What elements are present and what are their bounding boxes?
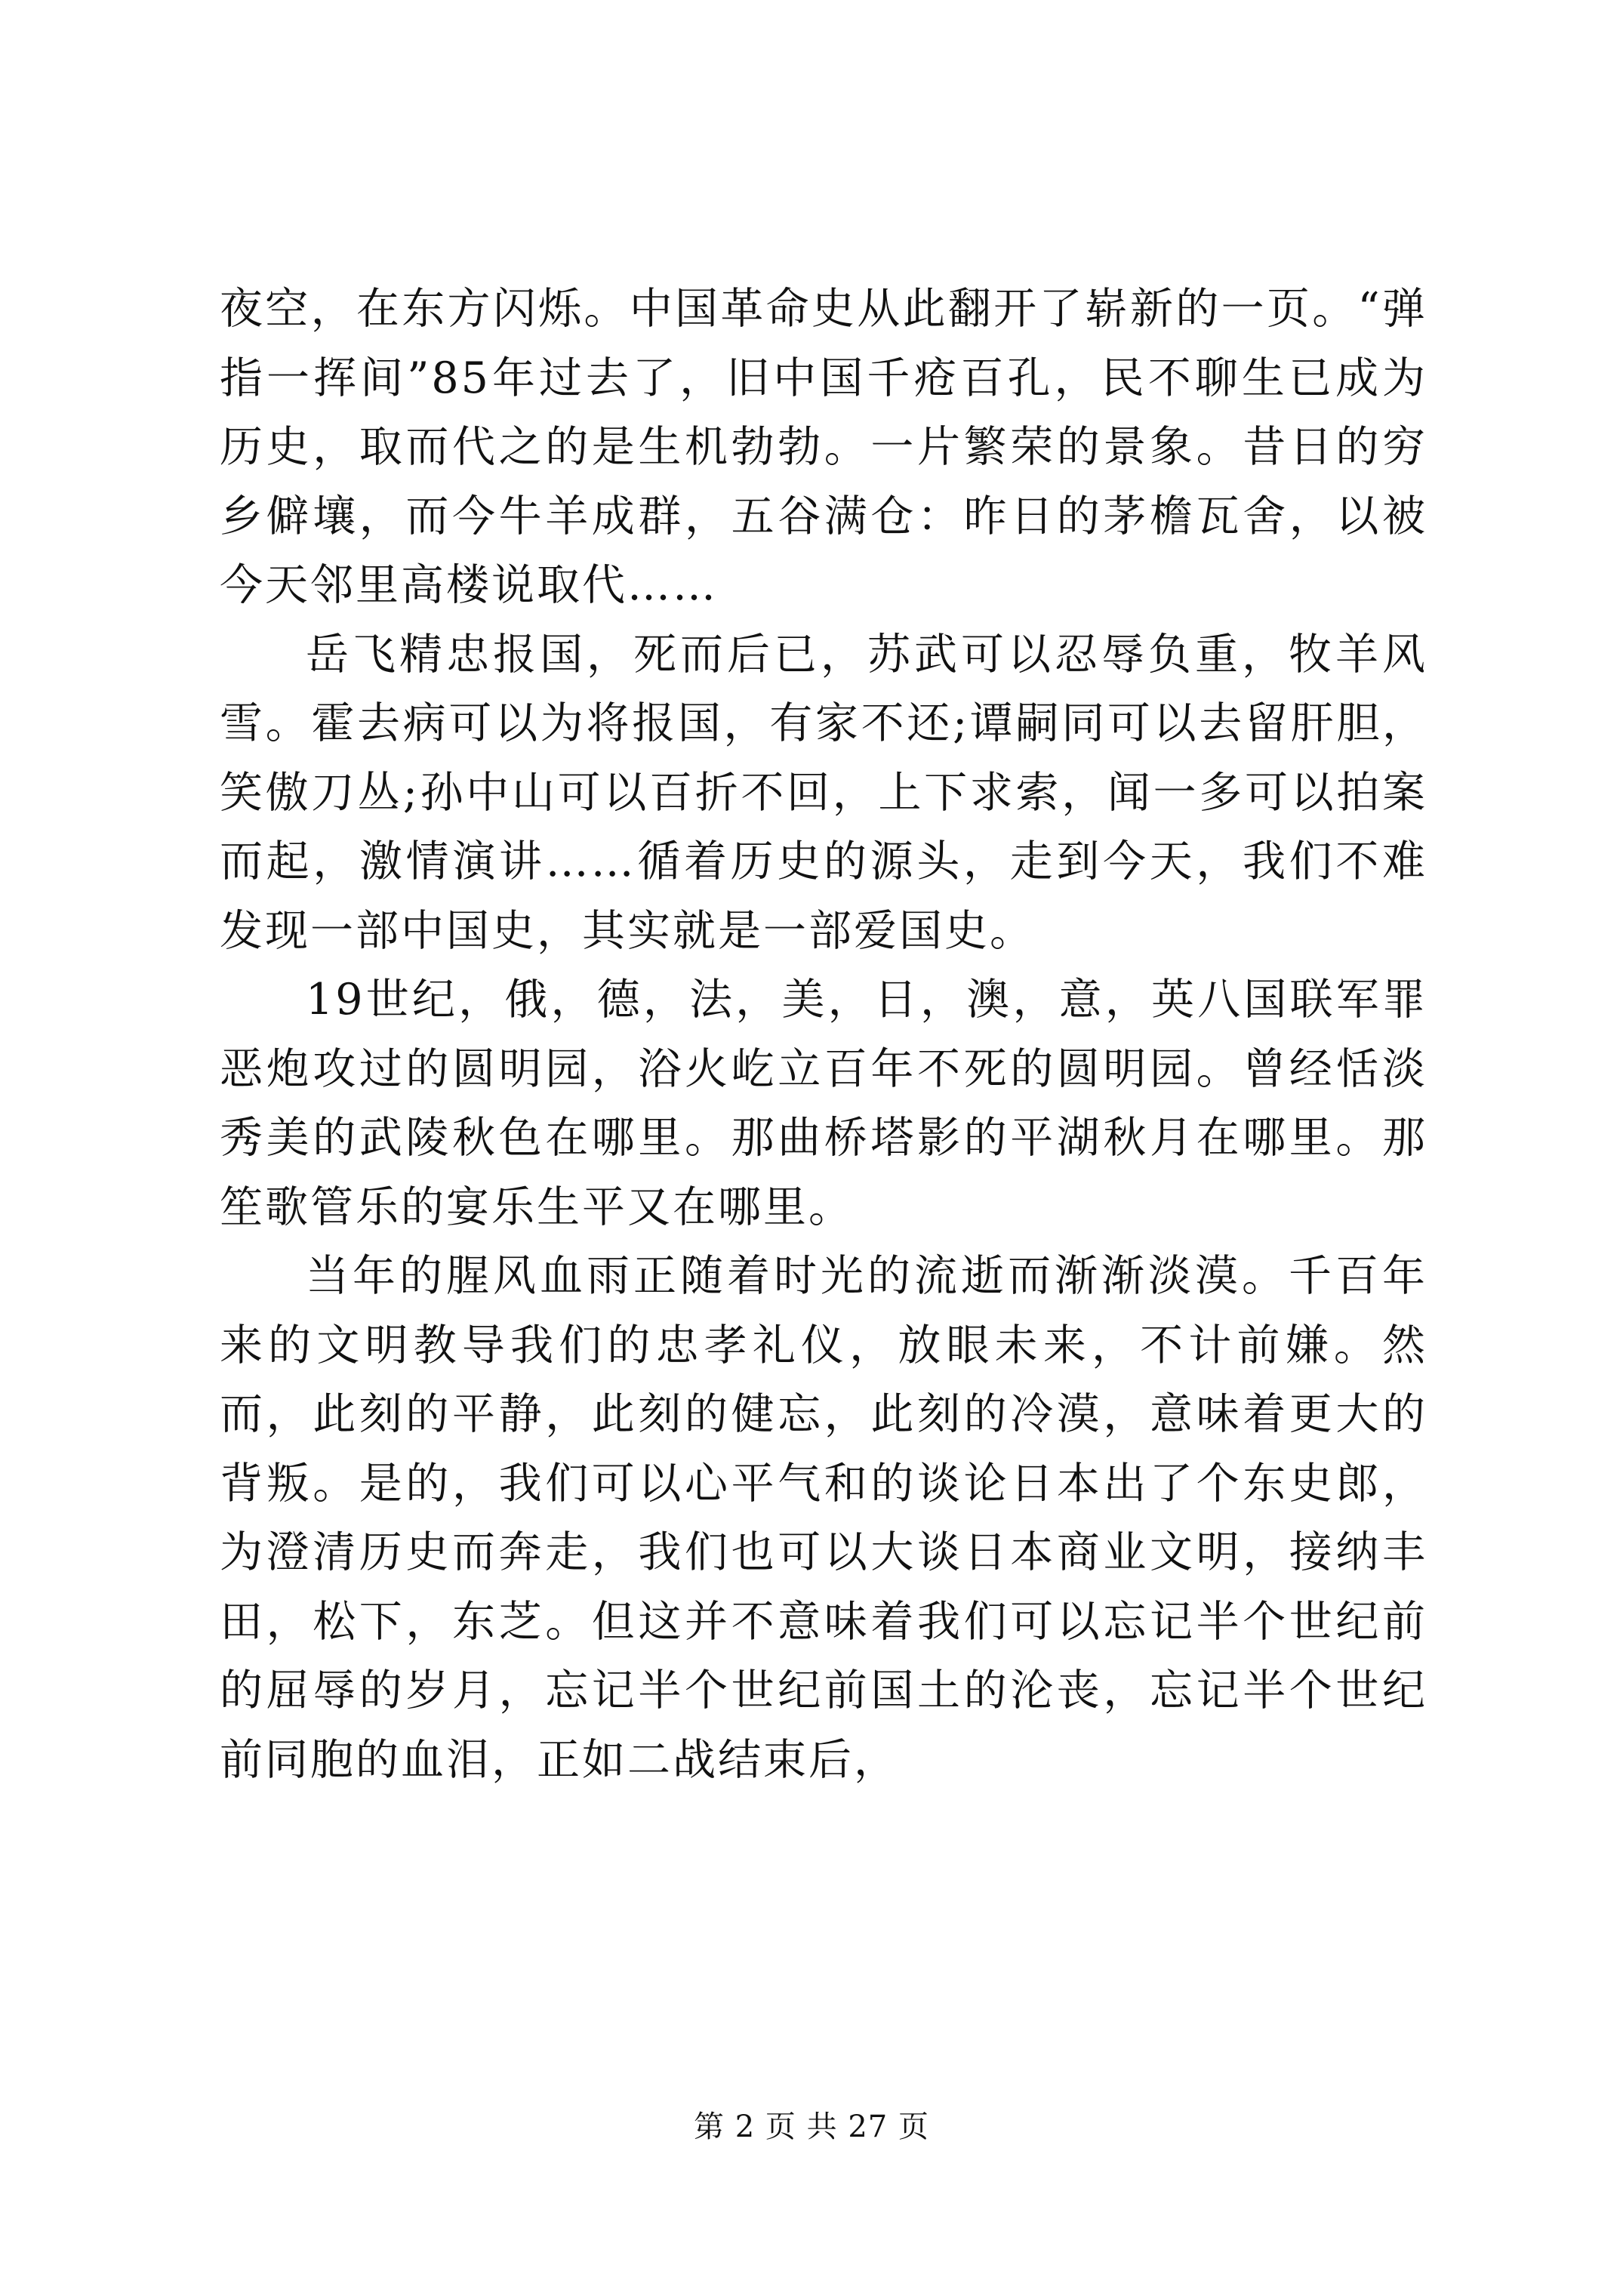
paragraph-history-memory: 当年的腥风血雨正随着时光的流逝而渐渐淡漠。千百年来的文明教导我们的忠孝礼仪，放眼未来，不计前嫌。然而，此刻的平静，此刻的健忘，此刻的冷漠，意味着更大的背叛。是的，我们可以心平气和的谈论日本出了个东史郎，为澄清历史而奔走，我们也可以大谈日本商业文明，接纳丰田，松下，东芝。但这并不意味着我们可以忘记半个世纪前的屈辱的岁月，忘记半个世纪前国土的沦丧，忘记半个世纪前同胞的血泪，正如二战结束后， xyxy=(220,1251,1427,1785)
paragraph-continuation: 夜空，在东方闪烁。中国革命史从此翻开了崭新的一页。“弹指一挥间”85年过去了，旧中国千疮百孔，民不聊生已成为历史，取而代之的是生机勃勃。一片繁荣的景象。昔日的穷乡僻壤，而今牛羊成群，五谷满仓：昨日的茅檐瓦舍，以被今天邻里高楼说取代…… xyxy=(220,284,1427,610)
paragraph-yuanmingyuan: 19世纪，俄，德，法，美，日，澳，意，英八国联军罪恶炮攻过的圆明园，浴火屹立百年不死的圆明园。曾经恬淡秀美的武陵秋色在哪里。那曲桥塔影的平湖秋月在哪里。那笙歌管乐的宴乐生平又在哪里。 xyxy=(220,975,1427,1232)
paragraph-patriots: 岳飞精忠报国，死而后已，苏武可以忍辱负重，牧羊风雪。霍去病可以为将报国，有家不还;谭嗣同可以去留肝胆，笑傲刀丛;孙中山可以百折不回，上下求索，闻一多可以拍案而起，激情演讲……循着历史的源头，走到今天，我们不难发现一部中国史，其实就是一部爱国史。 xyxy=(220,629,1427,956)
page-number-footer: 第 2 页 共 27 页 xyxy=(694,2110,929,2144)
body-text xyxy=(220,275,1427,1795)
